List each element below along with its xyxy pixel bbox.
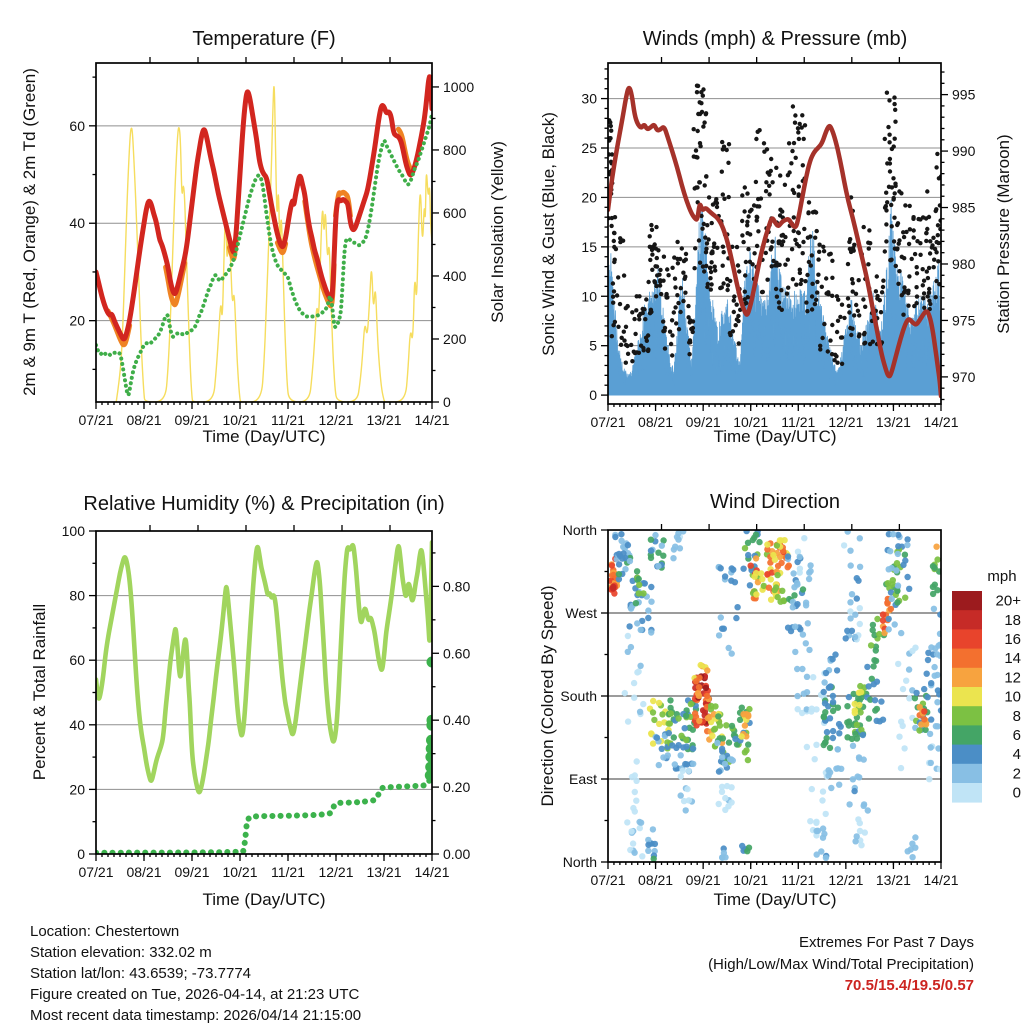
- svg-text:East: East: [568, 771, 597, 787]
- svg-text:0.80: 0.80: [443, 578, 471, 595]
- svg-text:30: 30: [581, 90, 597, 107]
- yaxis-label-percent-rainfall: Percent & Total Rainfall: [30, 603, 49, 781]
- panel-title-winds-pressure: Winds (mph) & Pressure (mb): [642, 28, 908, 50]
- yaxis-label-temperature-left: 2m & 9m T (Red, Orange) & 2m Td (Green): [20, 68, 39, 396]
- svg-text:60: 60: [69, 652, 85, 669]
- svg-text:980: 980: [952, 255, 976, 272]
- station-elevation: Station elevation: 332.02 m: [30, 944, 212, 961]
- svg-text:09/21: 09/21: [174, 412, 210, 428]
- svg-text:09/21: 09/21: [174, 864, 210, 880]
- axes-panel-2: [62, 523, 471, 880]
- svg-text:0: 0: [77, 846, 85, 862]
- xaxis-label-wind-direction: Time (Day/UTC): [713, 890, 837, 909]
- svg-text:13/21: 13/21: [366, 412, 402, 428]
- yaxis-label-pressure-right: Station Pressure (Maroon): [994, 134, 1013, 334]
- recent-timestamp: Most recent data timestamp: 2026/04/14 21:15:00: [30, 1007, 362, 1024]
- svg-text:985: 985: [952, 199, 976, 216]
- svg-text:09/21: 09/21: [685, 414, 721, 430]
- extremes-title: Extremes For Past 7 Days: [798, 934, 974, 951]
- svg-text:0.60: 0.60: [443, 645, 471, 662]
- svg-text:0: 0: [1012, 784, 1021, 802]
- panel-title-humidity-precip: Relative Humidity (%) & Precipitation (in): [83, 493, 445, 515]
- svg-text:20: 20: [69, 781, 85, 798]
- svg-text:11/21: 11/21: [271, 864, 305, 880]
- svg-text:800: 800: [443, 141, 467, 158]
- svg-text:5: 5: [589, 337, 597, 354]
- svg-text:100: 100: [61, 523, 85, 539]
- svg-text:11/21: 11/21: [271, 412, 305, 428]
- svg-text:07/21: 07/21: [590, 872, 626, 888]
- svg-text:25: 25: [581, 140, 597, 157]
- xaxis-label-humidity: Time (Day/UTC): [202, 890, 326, 909]
- svg-text:975: 975: [952, 312, 976, 329]
- axes-panel-0: [69, 57, 474, 428]
- svg-text:4: 4: [1012, 746, 1021, 764]
- svg-text:10/21: 10/21: [222, 412, 258, 428]
- svg-text:10/21: 10/21: [733, 414, 769, 430]
- svg-text:14: 14: [1004, 650, 1021, 668]
- svg-text:10: 10: [581, 288, 597, 305]
- svg-text:6: 6: [1012, 727, 1021, 744]
- svg-text:08/21: 08/21: [126, 412, 162, 428]
- svg-text:20: 20: [69, 312, 85, 329]
- yaxis-label-direction: Direction (Colored By Speed): [538, 585, 557, 807]
- svg-text:14/21: 14/21: [923, 872, 959, 888]
- svg-text:North: North: [562, 522, 597, 538]
- svg-text:20+: 20+: [995, 592, 1021, 610]
- svg-text:0.40: 0.40: [443, 712, 471, 729]
- svg-text:0.00: 0.00: [443, 846, 471, 862]
- svg-text:West: West: [565, 605, 597, 621]
- station-location: Location: Chestertown: [30, 923, 180, 940]
- svg-text:North: North: [562, 854, 597, 870]
- gridlines-panel-3: [608, 613, 941, 779]
- svg-text:20: 20: [581, 189, 597, 206]
- svg-text:07/21: 07/21: [78, 864, 114, 880]
- xaxis-label-temperature: Time (Day/UTC): [202, 427, 326, 446]
- svg-text:08/21: 08/21: [638, 872, 674, 888]
- svg-text:11/21: 11/21: [781, 872, 816, 888]
- svg-text:09/21: 09/21: [685, 872, 721, 888]
- extremes-values: 70.5/15.4/19.5/0.57: [844, 977, 974, 994]
- svg-text:12/21: 12/21: [828, 414, 864, 430]
- svg-text:10/21: 10/21: [733, 872, 769, 888]
- svg-text:14/21: 14/21: [923, 414, 959, 430]
- svg-text:16: 16: [1004, 631, 1021, 648]
- yaxis-label-solar-right: Solar Insolation (Yellow): [488, 141, 507, 323]
- svg-text:970: 970: [952, 368, 976, 385]
- panel-title-temperature: Temperature (F): [192, 28, 336, 50]
- svg-text:13/21: 13/21: [366, 864, 402, 880]
- svg-text:0: 0: [589, 387, 597, 404]
- svg-text:10: 10: [1004, 688, 1021, 706]
- colorbar-title: mph: [987, 568, 1017, 585]
- svg-text:200: 200: [443, 330, 467, 347]
- svg-text:0: 0: [443, 394, 451, 410]
- svg-text:07/21: 07/21: [590, 414, 626, 430]
- svg-text:12/21: 12/21: [828, 872, 864, 888]
- humidity-precip-chart: [96, 542, 438, 852]
- svg-text:13/21: 13/21: [875, 872, 911, 888]
- svg-text:1000: 1000: [443, 78, 475, 95]
- svg-text:07/21: 07/21: [78, 412, 114, 428]
- svg-text:60: 60: [69, 117, 85, 134]
- svg-text:08/21: 08/21: [126, 864, 162, 880]
- svg-text:12/21: 12/21: [318, 412, 354, 428]
- extremes-subtitle: (High/Low/Max Wind/Total Precipitation): [708, 955, 974, 973]
- svg-text:South: South: [560, 688, 597, 704]
- svg-text:990: 990: [952, 143, 976, 160]
- figure-created: Figure created on Tue, 2026-04-14, at 21:23 UTC: [30, 986, 360, 1003]
- extremes-block: [708, 932, 974, 997]
- svg-text:0.20: 0.20: [443, 779, 471, 796]
- svg-text:14/21: 14/21: [414, 864, 450, 880]
- svg-text:12/21: 12/21: [318, 864, 354, 880]
- xaxis-label-winds: Time (Day/UTC): [713, 427, 837, 446]
- svg-text:40: 40: [69, 215, 85, 232]
- svg-text:08/21: 08/21: [638, 414, 674, 430]
- svg-text:11/21: 11/21: [781, 414, 816, 430]
- station-latlon: Station lat/lon: 43.6539; -73.7774: [30, 965, 252, 982]
- svg-text:995: 995: [952, 86, 976, 103]
- svg-text:14/21: 14/21: [414, 412, 450, 428]
- winds-pressure-chart: [606, 84, 943, 397]
- svg-text:15: 15: [581, 238, 597, 255]
- station-info-block: [30, 921, 361, 1024]
- svg-text:600: 600: [443, 204, 467, 221]
- svg-text:80: 80: [69, 587, 85, 604]
- svg-text:13/21: 13/21: [875, 414, 911, 430]
- wind-direction-chart: [607, 528, 944, 862]
- svg-text:18: 18: [1004, 611, 1021, 629]
- wind-speed-colorbar: [952, 591, 1021, 803]
- svg-text:2: 2: [1012, 765, 1021, 783]
- panel-title-wind-direction: Wind Direction: [709, 491, 841, 513]
- svg-text:40: 40: [69, 716, 85, 733]
- svg-text:10/21: 10/21: [222, 864, 258, 880]
- yaxis-label-wind-left: Sonic Wind & Gust (Blue, Black): [539, 112, 558, 356]
- svg-text:12: 12: [1004, 669, 1021, 687]
- svg-text:400: 400: [443, 267, 467, 284]
- svg-text:8: 8: [1012, 707, 1021, 725]
